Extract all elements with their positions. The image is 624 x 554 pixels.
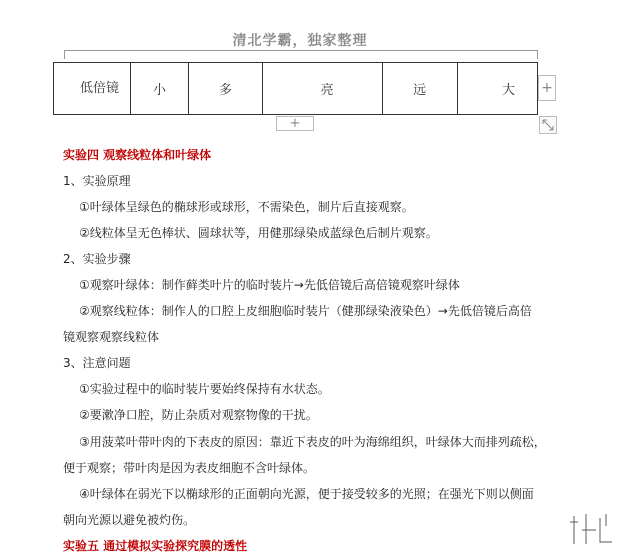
paragraph-line: ②观察线粒体：制作人的口腔上皮细胞临时装片（健那绿染液染色）→先低倍镜后高倍 <box>79 304 532 318</box>
paragraph-line: 朝向光源以避免被灼伤。 <box>63 513 196 527</box>
table-cell-distance: 远 <box>382 63 457 115</box>
paragraph-line: ②要漱净口腔，防止杂质对观察物像的干扰。 <box>79 408 318 422</box>
paragraph-line: ①观察叶绿体：制作藓类叶片的临时装片→先低倍镜后高倍镜观察叶绿体 <box>79 278 460 292</box>
magnification-table <box>53 62 538 115</box>
table-cell-brightness: 亮 <box>262 63 382 115</box>
section-heading-exp4: 实验四 观察线粒体和叶绿体 <box>63 148 212 162</box>
header-bracket <box>64 50 538 59</box>
table-cell-size: 小 <box>130 63 188 115</box>
table-cell-field: 大 <box>457 63 537 115</box>
table-row <box>54 63 538 115</box>
table-resize-handle[interactable] <box>539 116 557 134</box>
add-row-button[interactable]: + <box>276 116 314 131</box>
paragraph-line: ①实验过程中的临时装片要始终保持有水状态。 <box>79 382 330 396</box>
section-heading-exp5: 实验五 通过模拟实验探究膜的透性 <box>63 539 248 553</box>
decorative-glyph-icon <box>566 508 618 548</box>
subheading-principle: 1、实验原理 <box>63 174 131 188</box>
paragraph-line: 镜观察观察线粒体 <box>63 330 160 344</box>
table-cell-lowpower: 低倍镜 <box>54 63 131 115</box>
paragraph-line: ①叶绿体呈绿色的椭球形或球形，不需染色，制片后直接观察。 <box>79 200 414 214</box>
paragraph-line: ④叶绿体在弱光下以椭球形的正面朝向光源，便于接受较多的光照；在强光下则以侧面 <box>79 487 534 501</box>
subheading-steps: 2、实验步骤 <box>63 252 131 266</box>
table-cell-count: 多 <box>189 63 262 115</box>
paragraph-line: 便于观察；带叶肉是因为表皮细胞不含叶绿体。 <box>63 461 316 475</box>
subheading-notes: 3、注意问题 <box>63 356 131 370</box>
add-column-button[interactable]: + <box>538 75 556 101</box>
paragraph-line: ②线粒体呈无色棒状、圆球状等，用健那绿染成蓝绿色后制片观察。 <box>79 226 438 240</box>
watermark-header: 清北学霸，独家整理 <box>232 33 368 49</box>
resize-icon <box>540 117 556 133</box>
paragraph-line: ③用菠菜叶带叶肉的下表皮的原因：靠近下表皮的叶为海绵组织，叶绿体大而排列疏松， <box>79 435 546 449</box>
